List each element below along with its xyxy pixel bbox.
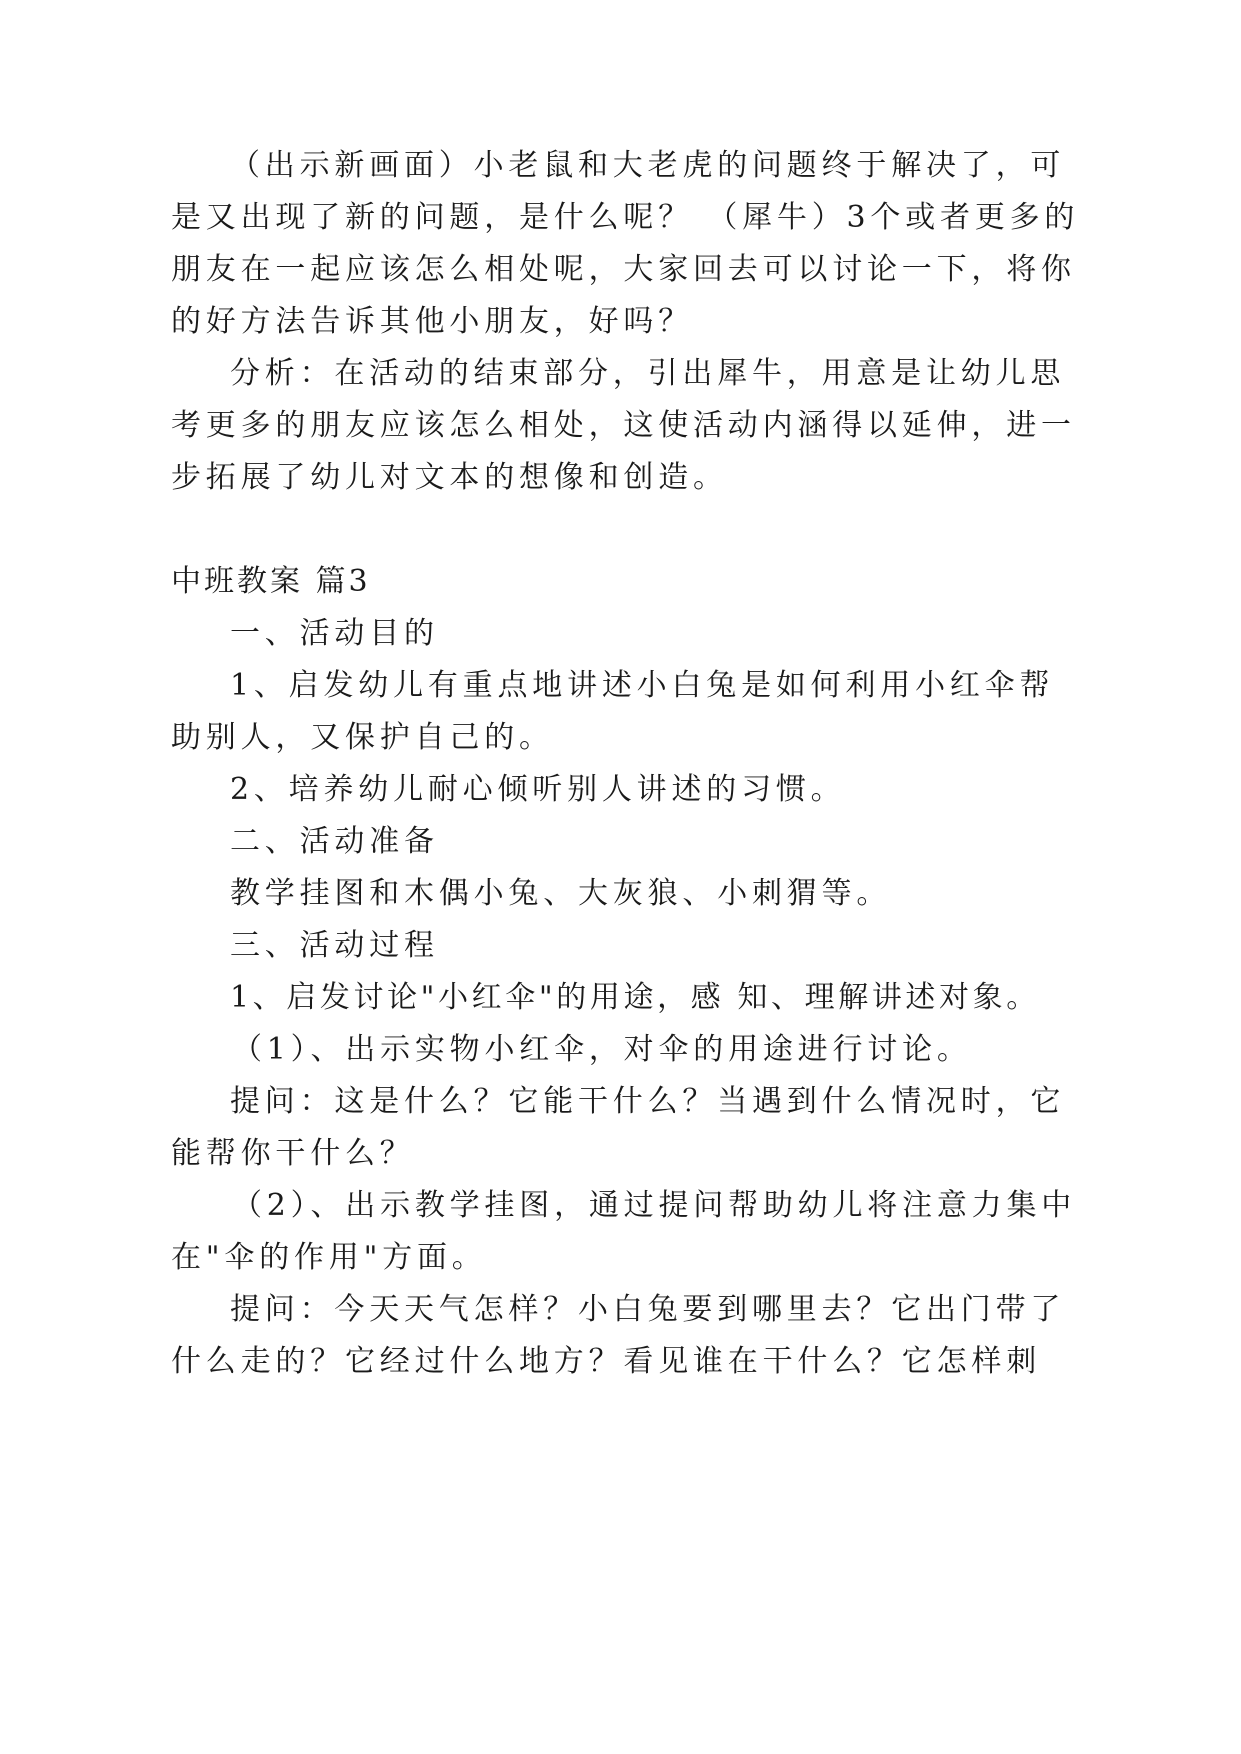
goal-heading: 一、活动目的 [230,616,439,651]
paragraph-line: 分析：在活动的结束部分，引出犀牛，用意是让幼儿思 [230,356,1066,391]
paragraph-line: 是又出现了新的问题，是什么呢？ （犀牛）3个或者更多的 [171,200,1080,235]
paragraph-line: 提问：今天天气怎样？小白兔要到哪里去？它出门带了 [230,1292,1066,1327]
paragraph-line: 助别人，又保护自己的。 [171,720,554,755]
paragraph-line: 在"伞的作用"方面。 [171,1240,487,1275]
paragraph-line: 提问：这是什么？它能干什么？当遇到什么情况时，它 [230,1084,1066,1119]
paragraph-line: （2）、出示教学挂图，通过提问帮助幼儿将注意力集中 [232,1188,1077,1223]
paragraph-line: 步拓展了幼儿对文本的想像和创造。 [171,460,728,495]
paragraph-line: 的好方法告诉其他小朋友，好吗？ [171,304,693,339]
paragraph-line: （出示新画面）小老鼠和大老虎的问题终于解决了，可 [230,148,1066,183]
paragraph-line: 朋友在一起应该怎么相处呢，大家回去可以讨论一下，将你 [171,252,1076,287]
paragraph-line: 能帮你干什么？ [171,1136,415,1171]
paragraph-line: 什么走的？它经过什么地方？看见谁在干什么？它怎样刺 [171,1344,1041,1379]
paragraph-line: 教学挂图和木偶小兔、大灰狼、小刺猬等。 [230,876,892,911]
prep-heading: 二、活动准备 [230,824,439,859]
paragraph-line: 1、启发幼儿有重点地讲述小白兔是如何利用小红伞帮 [230,668,1055,703]
paragraph-line: 考更多的朋友应该怎么相处，这使活动内涵得以延伸，进一 [171,408,1076,443]
process-heading: 三、活动过程 [230,928,439,963]
paragraph-line: （1）、出示实物小红伞，对伞的用途进行讨论。 [232,1032,972,1067]
paragraph-line: 2、培养幼儿耐心倾听别人讲述的习惯。 [230,772,846,807]
section-title: 中班教案 篇3 [171,564,371,599]
paragraph-line: 1、启发讨论"小红伞"的用途，感 知、理解讲述对象。 [230,980,1040,1015]
